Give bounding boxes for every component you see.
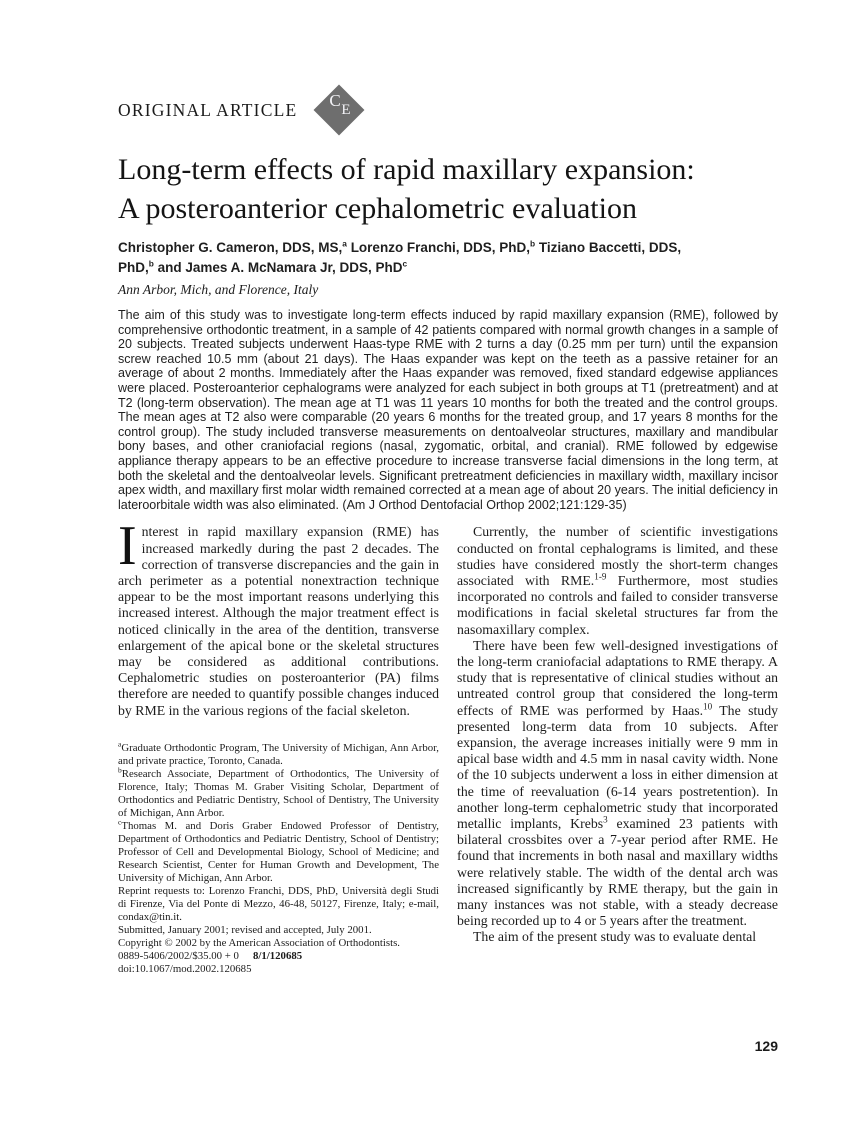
authors-line: Christopher G. Cameron, DDS, MS,$^a$ Lorenzo Franchi, DDS, PhD,$^b$ Tiziano Baccetti, DDS, PhD,$^b$ and James A. McNamara Jr, DDS, PhD$^c$ (118, 238, 682, 275)
body-paragraph-3: The aim of the present study was to evaluate dental (473, 929, 757, 945)
footnote-doi: doi:10.1067/mod.2002.120685 (118, 963, 252, 976)
body-paragraph-1: Currently, the number of scientific investigations conducted on frontal cephalograms is limited, and these studies have considered mostly the short-term changes associated with RME.$^{1-9}$ Furthermore, most studies incorporated no controls and failed to consider transverse modifications in facial skeletal structures far from the nasomaxillary complex. (457, 524, 778, 637)
drop-cap: I (118, 515, 137, 578)
footnote-submission-dates: Submitted, January 2001; revised and accepted, July 2001. (118, 924, 372, 937)
right-column (457, 524, 778, 976)
intro-paragraph-text: nterest in rapid maxillary expansion (RME) has increased markedly during the past 2 decades. The correction of transverse discrepancies and the gain in arch perimeter as a potential nonextraction technique appear to be the most important reasons underlying this increased interest. Although the major treatment effect is noticed clinically in the area of the dentition, transverse enlargement of the apical bone or the skeletal structures may be considered as additional contributions. Cephalometric studies on posteroanterior (PA) films therefore are needed to quantify possible changes induced by RME in the various regions of the facial skeleton. (118, 524, 439, 718)
ce-credit-icon (313, 84, 365, 136)
ce-letter-e: E (341, 102, 351, 118)
article-title-line2: A posteroanterior cephalometric evaluation (118, 192, 637, 225)
article-title-line1: Long-term effects of rapid maxillary expansion: (118, 153, 695, 186)
footnote-affiliation-a: $^a$Graduate Orthodontic Program, The University of Michigan, Ann Arbor, and private practice, Toronto, Canada. (118, 739, 439, 768)
footnote-affiliation-b: $^b$Research Associate, Department of Orthodontics, The University of Florence, Italy; Thomas M. Graber Visiting Scholar, Department of Orthodontics and Pediatric Dentistry, School of Dentistry, The University of Michigan, Ann Arbor. (118, 765, 439, 820)
page-content (118, 0, 778, 976)
intro-paragraph (118, 515, 439, 718)
article-header (118, 84, 778, 136)
article-type-label: ORIGINAL ARTICLE (118, 99, 298, 120)
footnote-copyright: Copyright © 2002 by the American Association of Orthodontists. (118, 937, 400, 950)
footnote-issn-code: 0889-5406/2002/$35.00 + 0 8/1/120685 (118, 950, 303, 963)
footnotes-block (118, 739, 439, 976)
article-title (118, 150, 778, 228)
body-paragraph-2: There have been few well-designed investigations of the long-term craniofacial adaptations to RME therapy. A study that is representative of clinical studies without an untreated control group that considered the long-term effects of RME was performed by Haas.$^{10}$ The study presented long-term data from 10 subjects. After expansion, the average increases initially were 9 mm in apical base width and 4.5 mm in nasal cavity width. None of the 10 subjects underwent a loss in either dimension at the time of reevaluation (6-14 years postretention). In another long-term cephalometric study that incorporated metallic implants, Krebs$^3$ examined 23 patients with bilateral crossbites over a 7-year period after RME. He found that increments in both nasal and maxillary widths were relatively stable. The width of the dental arch was increased significantly by RME therapy, but the gain in many instances was not stable, with a steady decrease being recorded up to 4 or 5 years after the treatment. (457, 637, 778, 929)
abstract-text: The aim of this study was to investigate long-term effects induced by rapid maxillary expansion (RME), followed by comprehensive orthodontic treatment, in a sample of 42 patients compared with normal growth changes in a sample of 20 subjects. Treated subjects underwent Haas-type RME with 2 turns a day (0.25 mm per turn) until the expansion screw reached 10.5 mm (about 21 days). The Haas expander was kept on the teeth as a passive retainer for an average of about 2 months. Immediately after the Haas expander was removed, fixed standard edgewise appliances were placed. Posteroanterior cephalograms were analyzed for each subject in both groups at T1 (pretreatment) and at T2 (long-term observation). The mean age at T1 was 11 years 10 months for both the treated and the control groups. The mean ages at T2 also were comparable (20 years 6 months for the treated group, and 17 years 8 months for the control group). The study included transverse measurements on dentoalveolar structures, maxillary and mandibular bony bases, and other craniofacial regions (nasal, zygomatic, orbital, and cranial). RME followed by edgewise appliance therapy appears to be an effective procedure to increase transverse facial dimensions in the long term, at both the skeletal and the dentoalveolar levels. Significant pretreatment deficiencies in maxillary width, maxillary incisor apex width, and maxillary first molar width remained corrected at a mean age of about 20 years. The initial deficiency in lateroorbitale width was also eliminated. (Am J Orthod Dentofacial Orthop 2002;121:129-35) (118, 308, 778, 512)
footnote-affiliation-c: $^c$Thomas M. and Doris Graber Endowed Professor of Dentistry, Department of Orthodontics and Pediatric Dentistry, School of Dentistry; Professor of Cell and Developmental Biology, School of Medicine; and Research Scientist, Center for Human Growth and Development, The University of Michigan, Ann Arbor. (118, 817, 439, 885)
affiliation-line: Ann Arbor, Mich, and Florence, Italy (118, 282, 319, 297)
footnote-reprint-requests: Reprint requests to: Lorenzo Franchi, DDS, PhD, Università degli Studi di Firenze, Via del Ponte di Mezzo, 46-48, 50127, Firenze, Italy; e-mail, condax@tin.it. (118, 885, 439, 924)
body-columns (118, 515, 778, 976)
ce-letter-c: C (329, 91, 341, 110)
left-column (118, 515, 439, 976)
page-number: 129 (754, 1038, 778, 1054)
